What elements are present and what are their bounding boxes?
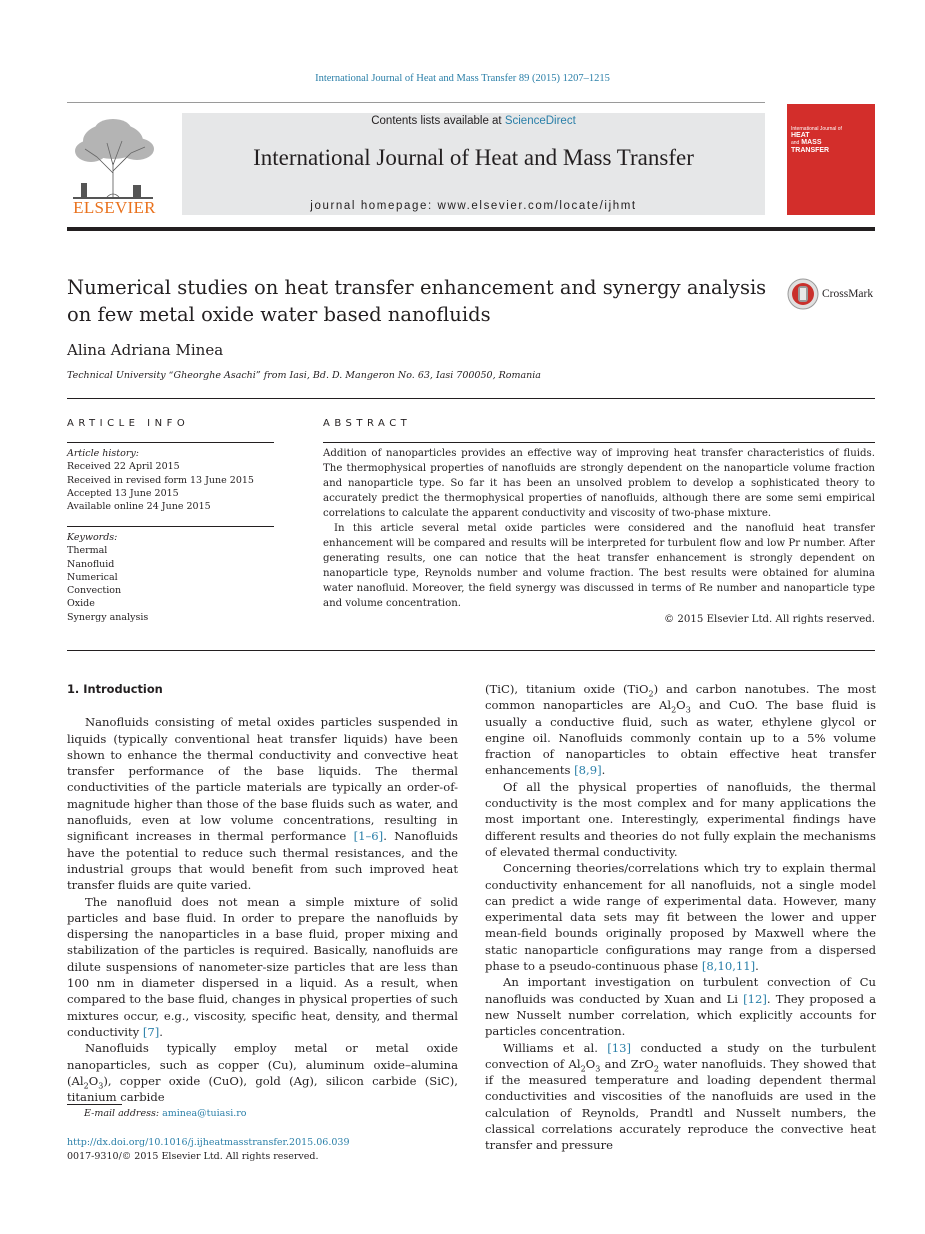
citation-link[interactable]: [1–6] xyxy=(353,829,384,844)
article-info-heading: ARTICLE INFO xyxy=(67,418,190,429)
contents-prefix: Contents lists available at xyxy=(371,115,505,127)
article-history xyxy=(67,447,274,513)
journal-masthead xyxy=(182,113,765,215)
journal-citation[interactable]: International Journal of Heat and Mass Transfer 89 (2015) 1207–1215 xyxy=(315,73,610,84)
issn-copyright: 0017-9310/© 2015 Elsevier Ltd. All rights reserved. xyxy=(67,1151,319,1162)
header-heavy-rule xyxy=(67,227,875,231)
footnote-rule xyxy=(67,1104,122,1105)
body-paragraph: The nanofluid does not mean a simple mixture of solid particles and base fluid. In order to prepare the nanofluids by dispersing the nanoparticles in a base fluid, proper mixing and stabilization of the particles is required. Basically, nanofluids are dilute suspensions of nanometer-size particles that are less than 100 nm in diameter dispersed in a liquid. As a result, when compared to the base fluid, changes in physical properties of such mixtures occur, e.g., viscosity, specific heat, density, and thermal conductivity [7]. xyxy=(67,894,458,1039)
keyword-item: Oxide xyxy=(67,598,95,610)
sciencedirect-link[interactable]: ScienceDirect xyxy=(504,115,576,127)
keywords-list xyxy=(67,531,274,624)
doi-link[interactable]: http://dx.doi.org/10.1016/j.ijheatmasstransfer.2015.06.039 xyxy=(67,1137,350,1148)
history-received: Received 22 April 2015 xyxy=(67,461,180,473)
keywords-label: Keywords: xyxy=(67,532,118,543)
email-label: E-mail address: xyxy=(84,1108,163,1119)
crossmark-icon[interactable] xyxy=(787,278,819,310)
citation-link[interactable]: [8,9] xyxy=(574,763,602,778)
journal-cover-thumbnail[interactable] xyxy=(787,104,875,215)
citation-link[interactable]: [8,10,11] xyxy=(701,959,756,974)
history-revised: Received in revised form 13 June 2015 xyxy=(67,474,254,486)
abstract-paragraph: In this article several metal oxide particles were considered and the nanofluid heat transfer enhancement will be compared and results will be interpreted for turbulent flow and low Pr number. After generating results, one can notice that the heat transfer enhancement is strongly dependent on nanoparticle type, Reynolds number and volume fraction. The best results were obtained for alumina water nanofluid. Moreover, the field synergy was discussed in terms of Re number and nanoparticle type and volume concentration. xyxy=(323,523,875,609)
abstract-body xyxy=(323,446,875,627)
abstract-rule xyxy=(323,442,875,443)
history-accepted: Accepted 13 June 2015 xyxy=(67,487,179,499)
header-top-rule xyxy=(67,102,765,103)
abstract-heading: ABSTRACT xyxy=(323,418,412,429)
body-paragraph: Nanofluids typically employ metal or metal oxide nanoparticles, such as copper (Cu), aluminum oxide–alumina $(Al_2O_3)$, copper oxide (CuO), gold (Ag), silicon carbide (SiC), titanium carbide xyxy=(67,1041,458,1105)
body-paragraph: Nanofluids consisting of metal oxides particles suspended in liquids (typically conventional heat transfer liquids) have been shown to enhance the thermal conductivity and convective heat transfer performance of the base liquids. The thermal conductivities of the particle materials are typically an order-of-magnitude higher than those of the base fluids such as water, and nanofluids, even at low volume concentrations, resulting in significant increases in thermal performance [1–6]. Nanofluids have the potential to reduce such thermal resistances, and the industrial groups that would benefit from such improved heat transfer fluids are quite varied. xyxy=(67,715,458,893)
body-paragraph: Concerning theories/correlations which try to explain thermal conductivity enhancement for all nanofluids, not a single model can predict a wide range of experimental data. However, many experimental data sets may fit between the lower and upper mean-field bounds originally proposed by Maxwell where the static nanoparticle configurations may range from a dispersed phase to a pseudo-continuous phase [8,10,11]. xyxy=(485,861,876,974)
citation-link[interactable]: [12] xyxy=(743,991,767,1006)
journal-homepage[interactable]: journal homepage: www.elsevier.com/locate/ijhmt xyxy=(310,200,637,212)
keyword-item: Synergy analysis xyxy=(67,611,149,623)
keyword-item: Nanofluid xyxy=(67,558,115,570)
abstract-copyright: © 2015 Elsevier Ltd. All rights reserved. xyxy=(663,614,875,625)
abstract-bottom-rule xyxy=(67,650,875,651)
keyword-item: Numerical xyxy=(67,571,118,583)
cover-title: HEAT and MASS TRANSFER xyxy=(791,132,830,154)
body-paragraph: Williams et al. [13] conducted a study on the turbulent convection of $Al_2O_3$ and ZrO$_2$ water nanofluids. They showed that if the measured temperature and loading dependent thermal conductivities and viscosities of the nanofluids are used in the calculation of Reynolds, Prandtl and Nusselt numbers, the classical correlations accurately reproduce the convective heat transfer and pressure xyxy=(485,1040,876,1153)
author-email-link[interactable]: aminea@tuiasi.ro xyxy=(162,1108,247,1119)
body-paragraph: An important investigation on turbulent convection of Cu nanofluids was conducted by Xuan and Li [12]. They proposed a new Nusselt number correlation, which explicitly accounts for particles concentration. xyxy=(485,975,876,1039)
elsevier-wordmark: ELSEVIER xyxy=(73,198,156,217)
author-name: Alina Adriana Minea xyxy=(67,341,224,359)
keyword-item: Convection xyxy=(67,585,122,597)
body-paragraph: Of all the physical properties of nanofluids, the thermal conductivity is the most complex and for many applications the most important one. Interestingly, experimental findings have different results and theories do not fully explain the mechanisms of elevated thermal conductivity. xyxy=(485,779,876,859)
cover-subtitle: International Journal of xyxy=(791,126,842,132)
author-email-footnote xyxy=(84,1108,247,1119)
article-info-rule xyxy=(67,442,274,443)
paper-title: Numerical studies on heat transfer enhancement and synergy analysis on few metal oxide water based nanofluids xyxy=(67,276,767,326)
keyword-item: Thermal xyxy=(67,545,108,557)
abstract-paragraph: Addition of nanoparticles provides an effective way of improving heat transfer characteristics of fluids. The thermophysical properties of nanofluids are strongly dependent on the nanoparticle volume fraction and nanoparticle type. So far it has been an unsolved problem to develop a sophisticated theory to accurately predict the thermophysical properties of nanofluids, although there are some semi empirical correlations to calculate the apparent conductivity and viscosity of two-phase mixture. xyxy=(323,448,875,519)
body-paragraph: (TiC), titanium oxide (TiO$_2$) and carbon nanotubes. The most common nanoparticles are $Al_2O_3$ and CuO. The base fluid is usually a conductive fluid, such as water, ethylene glycol or engine oil. Nanofluids commonly contain up to a 5% volume fraction of nanoparticles to obtain effective heat transfer enhancements [8,9]. xyxy=(485,682,876,778)
author-affiliation: Technical University “Gheorghe Asachi” from Iasi, Bd. D. Mangeron No. 63, Iasi 700050, Romania xyxy=(67,370,541,381)
citation-link[interactable]: [7] xyxy=(142,1024,160,1039)
keywords-rule xyxy=(67,526,274,527)
body-right-column xyxy=(485,681,876,1154)
history-label: Article history: xyxy=(67,448,139,459)
section-heading-introduction: 1. Introduction xyxy=(67,682,163,696)
history-online: Available online 24 June 2015 xyxy=(67,501,211,513)
crossmark-label[interactable]: CrossMark xyxy=(822,288,874,300)
journal-title: International Journal of Heat and Mass Transfer xyxy=(253,145,694,170)
body-left-column xyxy=(67,681,458,1105)
info-top-rule xyxy=(67,398,875,399)
contents-line xyxy=(182,115,765,127)
citation-link[interactable]: [13] xyxy=(607,1040,632,1055)
